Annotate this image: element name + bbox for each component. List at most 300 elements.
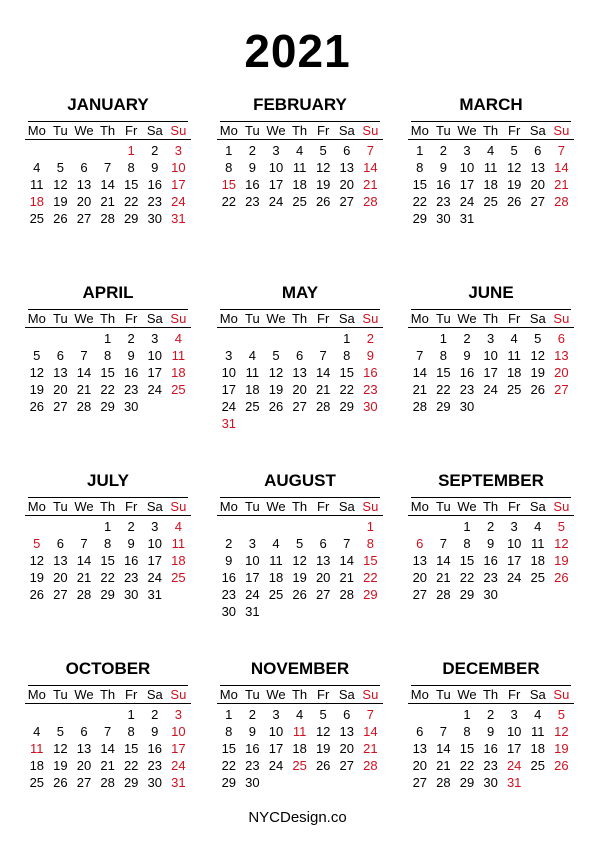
- day-cell: 22: [412, 194, 428, 209]
- day-cell: 20: [412, 570, 428, 585]
- day-cell: 23: [483, 758, 498, 773]
- day-cell: 20: [76, 758, 92, 773]
- day-cell: 12: [29, 553, 45, 568]
- day-cell: 12: [29, 365, 45, 380]
- day-cell: 29: [100, 399, 115, 414]
- weekday-label: Su: [362, 687, 379, 702]
- week-row: [25, 330, 191, 347]
- day-cell: 12: [53, 177, 68, 192]
- day-cell: 22: [123, 758, 139, 773]
- weekday-label: We: [266, 123, 286, 138]
- day-cell: 2: [486, 707, 495, 722]
- weekday-label: Tu: [245, 311, 260, 326]
- day-cell: 6: [56, 536, 64, 551]
- day-cell: 3: [510, 707, 518, 722]
- day-cell: 24: [268, 194, 284, 209]
- week-row: [25, 347, 191, 364]
- day-cell: 21: [363, 177, 378, 192]
- day-cell: 7: [80, 348, 88, 363]
- day-cell: 30: [459, 399, 475, 414]
- week-row: [25, 569, 191, 586]
- day-cell: 13: [292, 365, 307, 380]
- day-cell: 2: [151, 707, 159, 722]
- day-cell: 26: [53, 211, 68, 226]
- day-cell: 5: [510, 143, 518, 158]
- day-cell: 24: [459, 194, 475, 209]
- day-cell: 30: [245, 775, 260, 790]
- day-cell: 15: [339, 365, 354, 380]
- week-row: [408, 364, 574, 381]
- day-cell: 20: [292, 382, 307, 397]
- day-cell: 17: [147, 553, 162, 568]
- day-cell: 30: [483, 587, 498, 602]
- day-cell: 28: [363, 758, 378, 773]
- day-cell: 16: [123, 365, 139, 380]
- day-cell: 3: [272, 143, 280, 158]
- day-cell: 13: [339, 724, 354, 739]
- empty-cell: [72, 142, 96, 159]
- weekday-label: We: [457, 311, 477, 326]
- day-cell: 7: [366, 707, 374, 722]
- day-cell: 26: [554, 758, 569, 773]
- day-cell: 17: [268, 741, 284, 756]
- week-row: [25, 142, 191, 159]
- day-cell: 27: [76, 211, 92, 226]
- month-name: NOVEMBER: [250, 659, 350, 678]
- day-cell: 13: [339, 160, 354, 175]
- day-cell: 28: [339, 587, 354, 602]
- day-cell: 19: [53, 758, 68, 773]
- day-cell: 24: [147, 570, 162, 585]
- day-cell: 27: [339, 194, 354, 209]
- day-cell: 19: [530, 365, 545, 380]
- weekday-label: Sa: [146, 499, 163, 514]
- day-cell: 11: [245, 365, 260, 380]
- week-row: [25, 757, 191, 774]
- day-cell: 11: [531, 724, 545, 739]
- day-cell: 2: [366, 331, 374, 346]
- empty-cell: [25, 330, 49, 347]
- weekday-label: We: [74, 123, 94, 138]
- day-cell: 15: [123, 741, 139, 756]
- day-cell: 14: [100, 177, 115, 192]
- day-cell: 16: [221, 570, 237, 585]
- week-row: [25, 706, 191, 723]
- empty-cell: [311, 330, 335, 347]
- day-cell: 24: [221, 399, 237, 414]
- weekday-label: Fr: [317, 311, 330, 326]
- day-cell: 1: [127, 707, 135, 722]
- day-cell: 2: [439, 143, 447, 158]
- day-cell: 21: [315, 382, 331, 397]
- day-cell: 3: [225, 348, 233, 363]
- day-cell: 12: [554, 536, 569, 551]
- day-cell: 28: [436, 775, 451, 790]
- week-row: [408, 381, 574, 398]
- day-cell: 14: [436, 553, 451, 568]
- day-cell: 4: [534, 519, 542, 534]
- empty-cell: [264, 518, 288, 535]
- week-row: [217, 723, 383, 740]
- day-cell: 10: [268, 160, 284, 175]
- weekday-label: Tu: [436, 687, 451, 702]
- day-cell: 5: [557, 519, 565, 534]
- weekday-label: Sa: [529, 311, 546, 326]
- weekday-label: Sa: [338, 123, 355, 138]
- week-row: [25, 586, 191, 603]
- month-june: [408, 283, 574, 415]
- day-cell: 29: [412, 211, 428, 226]
- day-cell: 24: [268, 758, 284, 773]
- day-cell: 7: [80, 536, 88, 551]
- day-cell: 28: [76, 399, 92, 414]
- day-cell: 23: [147, 194, 162, 209]
- weekday-label: Tu: [436, 499, 451, 514]
- empty-cell: [288, 518, 312, 535]
- day-cell: 14: [100, 741, 115, 756]
- day-cell: 25: [530, 570, 545, 585]
- day-cell: 9: [248, 160, 256, 175]
- month-name: MAY: [281, 283, 319, 302]
- week-row: [25, 176, 191, 193]
- weekday-label: Mo: [219, 687, 238, 702]
- day-cell: 30: [363, 399, 378, 414]
- day-cell: 18: [506, 365, 522, 380]
- day-cell: 4: [295, 143, 304, 158]
- weekday-label: Sa: [338, 687, 355, 702]
- month-november: [217, 659, 383, 791]
- day-cell: 13: [412, 553, 428, 568]
- day-cell: 16: [483, 553, 498, 568]
- day-cell: 30: [436, 211, 451, 226]
- day-cell: 18: [29, 194, 45, 209]
- day-cell: 11: [507, 348, 521, 363]
- day-cell: 15: [123, 177, 139, 192]
- weekday-label: Fr: [508, 499, 521, 514]
- day-cell: 11: [269, 553, 283, 568]
- day-cell: 15: [436, 365, 451, 380]
- day-cell: 5: [33, 536, 41, 551]
- day-cell: 5: [534, 331, 542, 346]
- day-cell: 23: [147, 758, 162, 773]
- day-cell: 28: [76, 587, 92, 602]
- week-row: [408, 330, 574, 347]
- day-cell: 6: [80, 724, 88, 739]
- month-august: [217, 471, 383, 620]
- empty-cell: [49, 142, 73, 159]
- day-cell: 3: [151, 331, 159, 346]
- weekday-header: [408, 310, 574, 328]
- day-cell: 8: [439, 348, 447, 363]
- day-cell: 27: [292, 399, 307, 414]
- day-cell: 8: [103, 536, 112, 551]
- day-cell: 4: [174, 331, 182, 346]
- day-cell: 21: [100, 194, 115, 209]
- week-row: [408, 757, 574, 774]
- day-cell: 17: [483, 365, 498, 380]
- day-cell: 13: [554, 348, 569, 363]
- day-cell: 18: [171, 365, 186, 380]
- day-cell: 28: [436, 587, 451, 602]
- week-row: [25, 364, 191, 381]
- week-row: [408, 347, 574, 364]
- day-cell: 8: [366, 536, 374, 551]
- day-cell: 8: [463, 536, 471, 551]
- day-cell: 1: [225, 707, 233, 722]
- week-row: [408, 552, 574, 569]
- day-cell: 21: [100, 758, 115, 773]
- day-cell: 10: [221, 365, 237, 380]
- day-cell: 28: [554, 194, 569, 209]
- week-row: [217, 159, 383, 176]
- week-row: [217, 415, 383, 432]
- week-row: [25, 210, 191, 227]
- day-cell: 24: [483, 382, 498, 397]
- day-cell: 13: [53, 365, 68, 380]
- day-cell: 8: [103, 348, 112, 363]
- day-cell: 4: [510, 331, 518, 346]
- day-cell: 21: [76, 570, 92, 585]
- weekday-label: Fr: [317, 687, 330, 702]
- day-cell: 23: [245, 758, 260, 773]
- day-cell: 7: [439, 724, 447, 739]
- day-cell: 27: [315, 587, 331, 602]
- weekday-label: Tu: [53, 687, 68, 702]
- day-cell: 22: [459, 758, 475, 773]
- empty-cell: [25, 518, 49, 535]
- weekday-label: Sa: [338, 311, 355, 326]
- day-cell: 16: [436, 177, 451, 192]
- day-cell: 8: [127, 724, 135, 739]
- day-cell: 24: [245, 587, 260, 602]
- day-cell: 5: [56, 160, 64, 175]
- weekday-label: Sa: [529, 123, 546, 138]
- day-cell: 3: [174, 143, 182, 158]
- day-cell: 29: [459, 587, 475, 602]
- day-cell: 29: [339, 399, 354, 414]
- day-cell: 23: [483, 570, 498, 585]
- day-cell: 3: [486, 331, 495, 346]
- day-cell: 27: [530, 194, 545, 209]
- day-cell: 11: [30, 177, 44, 192]
- day-cell: 27: [76, 775, 92, 790]
- day-cell: 16: [245, 177, 260, 192]
- weekday-label: We: [74, 499, 94, 514]
- day-cell: 11: [171, 348, 186, 363]
- day-cell: 17: [221, 382, 237, 397]
- day-cell: 19: [53, 194, 68, 209]
- empty-cell: [25, 706, 49, 723]
- weekday-label: Fr: [317, 123, 330, 138]
- empty-cell: [49, 518, 73, 535]
- day-cell: 22: [221, 194, 237, 209]
- day-cell: 13: [53, 553, 68, 568]
- empty-cell: [96, 706, 120, 723]
- day-cell: 20: [53, 382, 68, 397]
- week-row: [408, 210, 574, 227]
- weekday-label: We: [457, 499, 477, 514]
- day-cell: 31: [245, 604, 260, 619]
- day-cell: 9: [463, 348, 471, 363]
- day-cell: 23: [123, 570, 139, 585]
- day-cell: 30: [221, 604, 237, 619]
- day-cell: 8: [225, 160, 233, 175]
- week-row: [25, 518, 191, 535]
- day-cell: 28: [412, 399, 428, 414]
- day-cell: 25: [292, 758, 307, 773]
- day-cell: 3: [151, 519, 159, 534]
- weekday-label: Mo: [27, 311, 46, 326]
- day-cell: 23: [459, 382, 475, 397]
- day-cell: 21: [76, 382, 92, 397]
- weekday-label: Su: [170, 687, 187, 702]
- week-row: [408, 142, 574, 159]
- day-cell: 10: [245, 553, 260, 568]
- month-name: JUNE: [468, 283, 514, 302]
- day-cell: 15: [459, 741, 475, 756]
- day-cell: 18: [483, 177, 498, 192]
- weekday-header: [217, 310, 383, 328]
- day-cell: 1: [439, 331, 447, 346]
- day-cell: 21: [339, 570, 354, 585]
- weekday-header: [25, 310, 191, 328]
- empty-cell: [25, 142, 49, 159]
- weekday-label: Th: [482, 311, 499, 326]
- day-cell: 9: [366, 348, 374, 363]
- day-cell: 4: [534, 707, 542, 722]
- day-cell: 6: [416, 724, 424, 739]
- weekday-header: [217, 498, 383, 516]
- day-cell: 14: [363, 160, 378, 175]
- week-row: [217, 569, 383, 586]
- week-row: [25, 193, 191, 210]
- day-cell: 13: [76, 177, 92, 192]
- day-cell: 7: [557, 143, 565, 158]
- day-cell: 6: [80, 160, 88, 175]
- day-cell: 10: [506, 536, 522, 551]
- empty-cell: [72, 706, 96, 723]
- day-cell: 31: [459, 211, 475, 226]
- week-row: [217, 603, 383, 620]
- day-cell: 30: [123, 399, 139, 414]
- weekday-label: Th: [291, 311, 308, 326]
- day-cell: 16: [123, 553, 139, 568]
- day-cell: 7: [103, 724, 112, 739]
- day-cell: 22: [436, 382, 451, 397]
- empty-cell: [49, 330, 73, 347]
- day-cell: 8: [343, 348, 351, 363]
- day-cell: 9: [486, 724, 495, 739]
- weekday-label: Fr: [317, 499, 330, 514]
- day-cell: 13: [412, 741, 428, 756]
- day-cell: 29: [436, 399, 451, 414]
- day-cell: 26: [315, 194, 331, 209]
- day-cell: 14: [76, 553, 92, 568]
- day-cell: 10: [506, 724, 522, 739]
- week-row: [408, 569, 574, 586]
- weekday-label: Fr: [125, 311, 138, 326]
- day-cell: 27: [412, 587, 428, 602]
- day-cell: 26: [530, 382, 545, 397]
- weekday-label: Mo: [410, 311, 429, 326]
- week-row: [25, 774, 191, 791]
- day-cell: 24: [506, 570, 522, 585]
- day-cell: 10: [147, 536, 162, 551]
- weekday-label: Mo: [219, 499, 238, 514]
- day-cell: 15: [100, 553, 115, 568]
- day-cell: 22: [100, 382, 115, 397]
- day-cell: 26: [29, 587, 45, 602]
- day-cell: 10: [268, 724, 284, 739]
- day-cell: 27: [554, 382, 569, 397]
- day-cell: 18: [530, 553, 545, 568]
- weekday-label: Th: [291, 687, 308, 702]
- week-row: [217, 757, 383, 774]
- month-name: JULY: [87, 471, 129, 490]
- day-cell: 27: [412, 775, 428, 790]
- day-cell: 27: [53, 399, 68, 414]
- week-row: [217, 518, 383, 535]
- day-cell: 1: [366, 519, 374, 534]
- empty-cell: [264, 330, 288, 347]
- day-cell: 29: [363, 587, 378, 602]
- day-cell: 24: [506, 758, 522, 773]
- day-cell: 30: [123, 587, 139, 602]
- weekday-label: Tu: [245, 687, 260, 702]
- day-cell: 17: [268, 177, 284, 192]
- day-cell: 8: [225, 724, 233, 739]
- weekday-label: Su: [170, 311, 187, 326]
- day-cell: 10: [483, 348, 498, 363]
- month-january: [25, 95, 191, 227]
- day-cell: 4: [295, 707, 304, 722]
- day-cell: 22: [363, 570, 378, 585]
- week-row: [408, 774, 574, 791]
- day-cell: 31: [506, 775, 522, 790]
- week-row: [408, 706, 574, 723]
- day-cell: 25: [506, 382, 522, 397]
- footer-brand: NYCDesign.co: [248, 809, 347, 826]
- day-cell: 11: [531, 536, 545, 551]
- day-cell: 20: [315, 570, 331, 585]
- day-cell: 20: [339, 177, 354, 192]
- day-cell: 4: [33, 160, 41, 175]
- weekday-label: Sa: [146, 123, 163, 138]
- day-cell: 13: [315, 553, 331, 568]
- month-october: [25, 659, 191, 791]
- day-cell: 24: [171, 758, 186, 773]
- day-cell: 19: [29, 382, 45, 397]
- month-april: [25, 283, 191, 415]
- day-cell: 2: [151, 143, 159, 158]
- month-may: [217, 283, 383, 432]
- day-cell: 20: [530, 177, 545, 192]
- day-cell: 19: [554, 553, 569, 568]
- day-cell: 15: [221, 741, 237, 756]
- day-cell: 1: [225, 143, 233, 158]
- day-cell: 19: [29, 570, 45, 585]
- day-cell: 11: [30, 741, 44, 756]
- week-row: [217, 330, 383, 347]
- week-row: [25, 740, 191, 757]
- empty-cell: [335, 518, 359, 535]
- day-cell: 25: [292, 194, 307, 209]
- month-september: [408, 471, 574, 603]
- month-name: FEBRUARY: [253, 95, 347, 114]
- day-cell: 22: [100, 570, 115, 585]
- weekday-label: We: [74, 311, 94, 326]
- day-cell: 1: [103, 519, 112, 534]
